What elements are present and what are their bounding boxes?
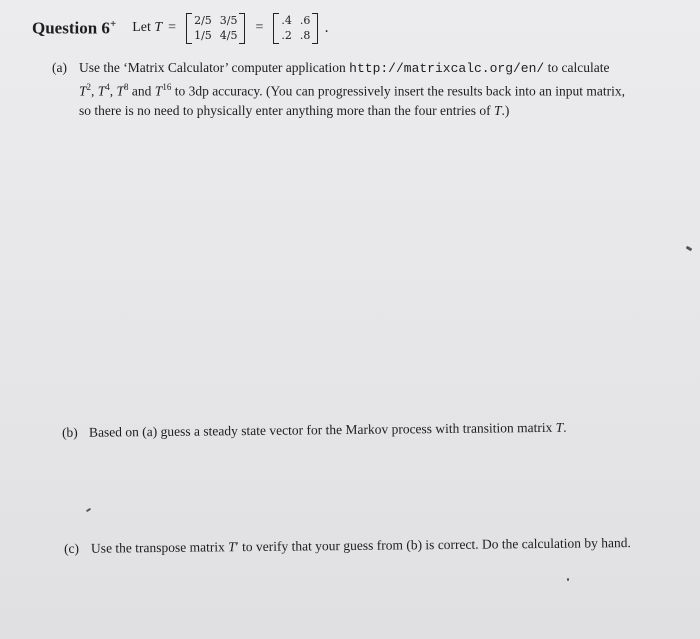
part-c-text: Use the transpose matrix T′ to verify that your guess from (b) is correct. Do the calculation by hand. [90, 535, 631, 556]
matrix-cell: 4/5 [219, 28, 238, 42]
decimal-matrix [273, 13, 318, 44]
right-bracket [239, 13, 245, 44]
part-b-text: Based on (a) guess a steady state vector for the Markov process with transition matrix T. [88, 419, 567, 440]
equals-sign: = [168, 20, 177, 35]
period: . [324, 20, 329, 36]
matrix-cell: .2 [281, 28, 292, 42]
part-a-label: (a) [52, 60, 67, 75]
question-header [32, 8, 329, 48]
part-a-text: Use the ‘Matrix Calculator’ computer application http://matrixcalc.org/en/ to calculate $T^2$, $T^4$, $T^8$ and $T^{16}$ to 3dp accuracy. (You can progressively insert the results back into an input matrix, so there is no need to physically enter anything more than the four entries of T.) [79, 60, 625, 118]
pencil-mark [86, 508, 91, 513]
matrix-cell: 3/5 [219, 13, 238, 27]
part-c [64, 533, 634, 558]
pencil-mark [686, 246, 693, 252]
matrix-cell: .6 [299, 13, 311, 27]
equals-sign: = [255, 20, 264, 35]
pencil-mark [567, 578, 569, 581]
part-b [62, 417, 632, 442]
matrix-cell: 2/5 [194, 13, 212, 27]
matrixcalc-url: http://matrixcalc.org/en/ [349, 61, 545, 76]
part-b-label: (b) [61, 424, 78, 440]
part-a [52, 58, 627, 120]
fraction-matrix [186, 13, 245, 44]
matrix-cell: 1/5 [194, 28, 212, 42]
right-bracket [312, 13, 318, 44]
matrix-cell: .4 [281, 13, 292, 27]
part-c-label: (c) [63, 540, 80, 556]
let-statement: Let T [132, 20, 163, 35]
matrix-cell: .8 [299, 28, 311, 42]
question-title: Question 6+ [32, 17, 117, 38]
